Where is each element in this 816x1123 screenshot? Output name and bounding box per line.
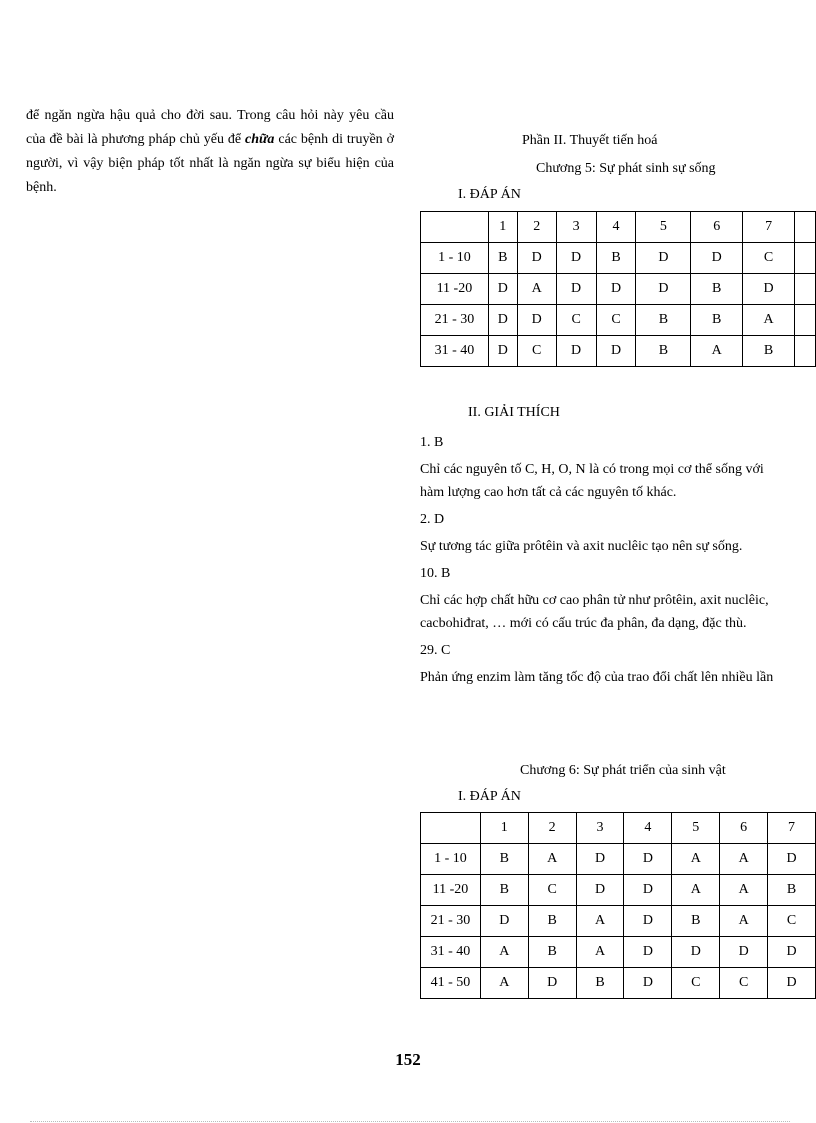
table-cell: D (624, 937, 672, 968)
table-cell: C (556, 305, 596, 336)
chapter-5-explain-heading: II. GIẢI THÍCH (468, 405, 560, 420)
table-header-cell: 6 (720, 813, 768, 844)
table-cell: D (576, 875, 624, 906)
table-cell: D (691, 243, 743, 274)
table-cell: B (480, 844, 528, 875)
table-header-cell: 3 (556, 212, 596, 243)
explanation-text: Phản ứng enzim làm tăng tốc độ của trao đổi chất lên nhiều lần (420, 670, 774, 685)
paragraph-text-end: các bệnh di truyền ở người, vì vậy biện pháp tốt nhất là ngăn ngừa sự biểu hiện của bệnh. (26, 132, 394, 195)
table-header-row (421, 212, 816, 243)
explanation-question: 1. B (420, 435, 444, 450)
page-bottom-rule (30, 1121, 790, 1122)
table-cell: B (528, 937, 576, 968)
paragraph-text-start: để ngăn ngừa hậu quả cho đời sau. Trong câu hỏi này yêu cầu của đề bài là phương pháp chủ yếu để (26, 108, 394, 147)
table-row-label: 31 - 40 (421, 937, 481, 968)
table-cell (795, 243, 816, 274)
chapter-6-title: Chương 6: Sự phát triển của sinh vật (520, 763, 726, 778)
table-row (421, 875, 816, 906)
table-cell: B (488, 243, 517, 274)
table-header-cell: 5 (636, 212, 691, 243)
table-cell: C (528, 875, 576, 906)
table-cell: A (480, 937, 528, 968)
table-header-cell: 2 (528, 813, 576, 844)
table-row-label: 41 - 50 (421, 968, 481, 999)
emphasized-word: chữa (245, 132, 275, 147)
table-cell: D (768, 937, 816, 968)
chapter-6-answers-heading: I. ĐÁP ÁN (458, 789, 521, 804)
table-cell: D (488, 274, 517, 305)
table-row (421, 305, 816, 336)
left-column-paragraph (26, 104, 394, 200)
explanation-text: Chỉ các nguyên tố C, H, O, N là có trong mọi cơ thể sống với hàm lượng cao hơn tất cả các nguyên tố khác. (420, 462, 764, 500)
explanation-question: 2. D (420, 512, 445, 527)
table-header-cell: 5 (672, 813, 720, 844)
table-cell: B (691, 274, 743, 305)
page-number: 152 (395, 1050, 421, 1069)
table-cell: A (743, 305, 795, 336)
table-cell: A (720, 906, 768, 937)
explanation-question: 29. C (420, 643, 451, 658)
table-cell: D (517, 243, 556, 274)
table-cell: D (576, 844, 624, 875)
table-cell: B (672, 906, 720, 937)
table-row (421, 243, 816, 274)
table-cell: B (576, 968, 624, 999)
table-cell: B (596, 243, 636, 274)
table-cell: A (576, 937, 624, 968)
table-row-label: 1 - 10 (421, 243, 489, 274)
explanation-text: Chỉ các hợp chất hữu cơ cao phân tử như prôtêin, axit nuclêic, cacbohiđrat, … mới có cấu trúc đa phân, đa dạng, đặc thù. (420, 593, 769, 631)
table-header-cell: 7 (743, 212, 795, 243)
table-header-cell: 2 (517, 212, 556, 243)
table-cell: D (768, 844, 816, 875)
chapter-5-title: Chương 5: Sự phát sinh sự sống (536, 161, 716, 176)
table-cell: D (624, 906, 672, 937)
table-cell: B (480, 875, 528, 906)
table-cell: D (480, 906, 528, 937)
table-header-cell: 3 (576, 813, 624, 844)
chapter-6-answer-table (420, 812, 816, 999)
table-cell: D (636, 274, 691, 305)
table-cell: A (691, 336, 743, 367)
table-row-label: 31 - 40 (421, 336, 489, 367)
table-cell: B (768, 875, 816, 906)
table-cell (795, 274, 816, 305)
table-row-label: 1 - 10 (421, 844, 481, 875)
explanation-question: 10. B (420, 566, 451, 581)
table-cell: D (624, 968, 672, 999)
table-cell: D (624, 875, 672, 906)
table-cell: D (720, 937, 768, 968)
table-cell: B (743, 336, 795, 367)
table-cell: D (556, 336, 596, 367)
table-cell: A (672, 844, 720, 875)
table-cell: D (556, 274, 596, 305)
table-cell: D (624, 844, 672, 875)
table-cell: C (720, 968, 768, 999)
chapter-5-answers-heading: I. ĐÁP ÁN (458, 187, 521, 202)
table-cell: A (576, 906, 624, 937)
table-header-cell: 4 (596, 212, 636, 243)
table-cell: B (528, 906, 576, 937)
table-cell: B (636, 305, 691, 336)
table-cell: D (596, 274, 636, 305)
table-cell: C (743, 243, 795, 274)
table-cell: A (480, 968, 528, 999)
table-cell: D (528, 968, 576, 999)
table-header-cell: 7 (768, 813, 816, 844)
table-cell: B (636, 336, 691, 367)
table-row-label: 11 -20 (421, 875, 481, 906)
table-cell: D (743, 274, 795, 305)
table-cell: D (596, 336, 636, 367)
table-row (421, 336, 816, 367)
table-cell: D (488, 305, 517, 336)
table-cell (795, 305, 816, 336)
table-header-cell (421, 813, 481, 844)
table-cell: C (596, 305, 636, 336)
table-cell: D (488, 336, 517, 367)
table-cell: A (528, 844, 576, 875)
table-cell: B (691, 305, 743, 336)
table-row (421, 937, 816, 968)
table-cell: A (517, 274, 556, 305)
table-row (421, 274, 816, 305)
table-cell: C (672, 968, 720, 999)
table-row-label: 21 - 30 (421, 906, 481, 937)
table-header-cell: 6 (691, 212, 743, 243)
table-header-cell (421, 212, 489, 243)
part-title: Phần II. Thuyết tiến hoá (522, 133, 658, 148)
table-header-cell: 1 (488, 212, 517, 243)
table-header-cell: 4 (624, 813, 672, 844)
table-cell: C (768, 906, 816, 937)
table-cell: D (768, 968, 816, 999)
table-row-label: 21 - 30 (421, 305, 489, 336)
table-header-cell: 1 (480, 813, 528, 844)
table-cell: D (556, 243, 596, 274)
explanation-text: Sự tương tác giữa prôtêin và axit nuclêic tạo nên sự sống. (420, 539, 743, 554)
table-cell: A (720, 875, 768, 906)
table-cell: D (672, 937, 720, 968)
table-row-label: 11 -20 (421, 274, 489, 305)
table-cell: A (672, 875, 720, 906)
table-row (421, 844, 816, 875)
table-cell: A (720, 844, 768, 875)
table-row (421, 906, 816, 937)
table-cell: D (517, 305, 556, 336)
chapter-5-explanations (420, 431, 780, 689)
table-cell: C (517, 336, 556, 367)
table-row (421, 968, 816, 999)
table-header-cell (795, 212, 816, 243)
chapter-5-answer-table (420, 211, 816, 367)
table-header-row (421, 813, 816, 844)
table-cell: D (636, 243, 691, 274)
table-cell (795, 336, 816, 367)
